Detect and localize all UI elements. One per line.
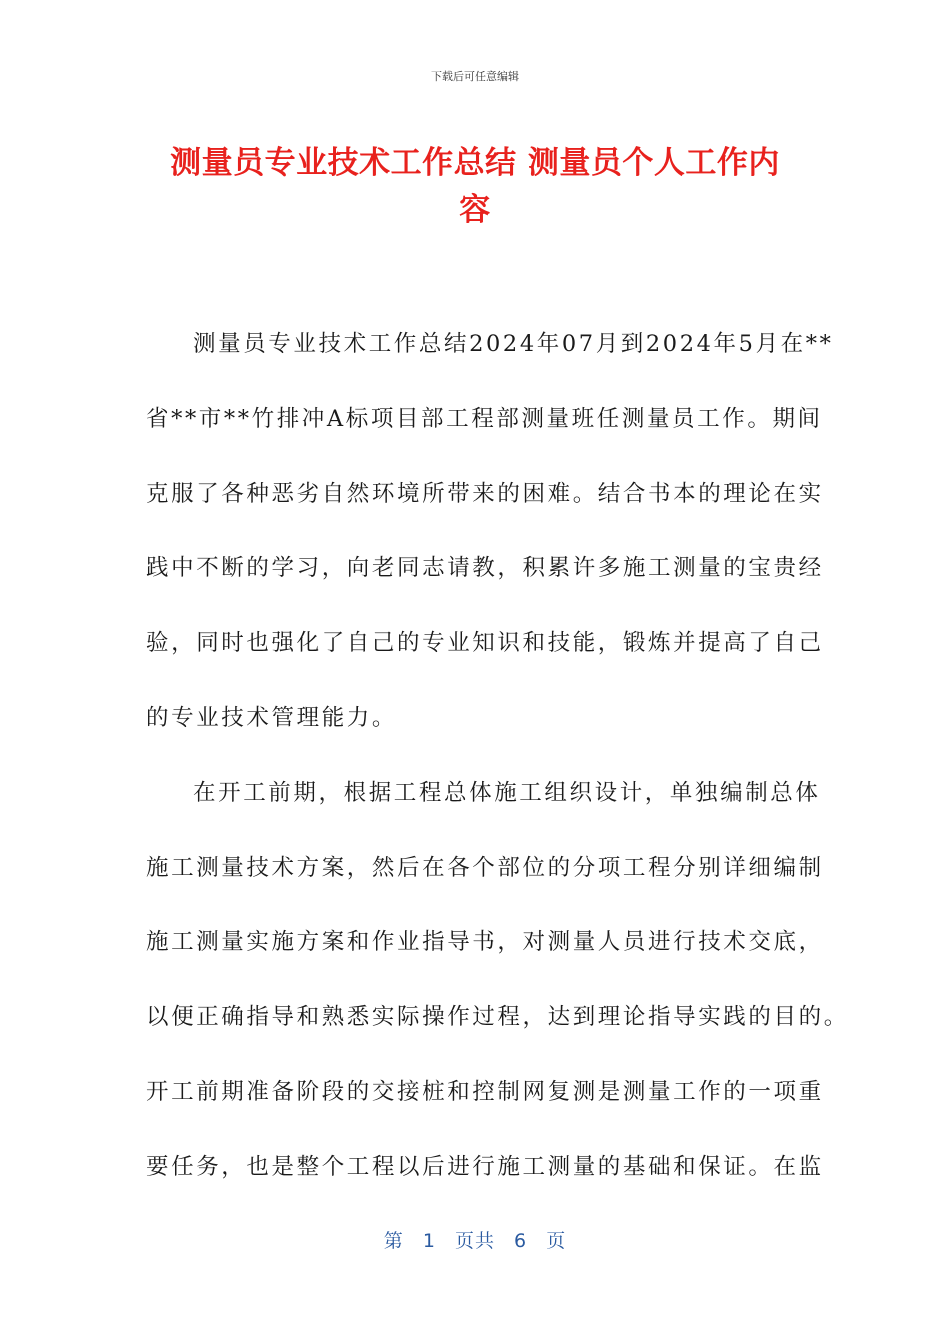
paragraph-line: 以便正确指导和熟悉实际操作过程，达到理论指导实践的目的。 [146,1004,849,1031]
paragraph-line: 在开工前期，根据工程总体施工组织设计，单独编制总体 [193,779,821,806]
footer-middle: 页共 [454,1230,495,1252]
paragraph-line: 践中不断的学习，向老同志请教，积累许多施工测量的宝贵经 [146,555,824,582]
document-title [130,140,820,234]
paragraph-line: 施工测量实施方案和作业指导书，对测量人员进行技术交底， [146,929,824,956]
footer-total-pages: 6 [514,1230,528,1252]
paragraph-line: 的专业技术管理能力。 [146,704,398,731]
header-note: 下载后可任意编辑 [431,70,519,83]
footer-page-number: 1 [422,1230,436,1252]
title-line-1: 测量员专业技术工作总结 测量员个人工作内 [170,145,780,181]
paragraph-line: 克服了各种恶劣自然环境所带来的困难。结合书本的理论在实 [146,480,824,507]
paragraph-line: 验，同时也强化了自己的专业知识和技能，锻炼并提高了自己 [146,630,824,657]
paragraph-line: 要任务，也是整个工程以后进行施工测量的基础和保证。在监 [146,1153,824,1180]
paragraph-line: 省**市**竹排冲A标项目部工程部测量班任测量员工作。期间 [146,405,823,432]
page-footer [0,1226,950,1253]
paragraph-line: 测量员专业技术工作总结2024年07月到2024年5月在** [193,331,834,357]
paragraph-line: 开工前期准备阶段的交接桩和控制网复测是测量工作的一项重 [146,1078,824,1105]
body-text [146,318,849,1216]
paragraph-line: 施工测量技术方案，然后在各个部位的分项工程分别详细编制 [146,854,824,881]
title-line-2: 容 [459,192,491,228]
footer-suffix: 页 [546,1230,567,1252]
footer-prefix: 第 [383,1230,404,1252]
